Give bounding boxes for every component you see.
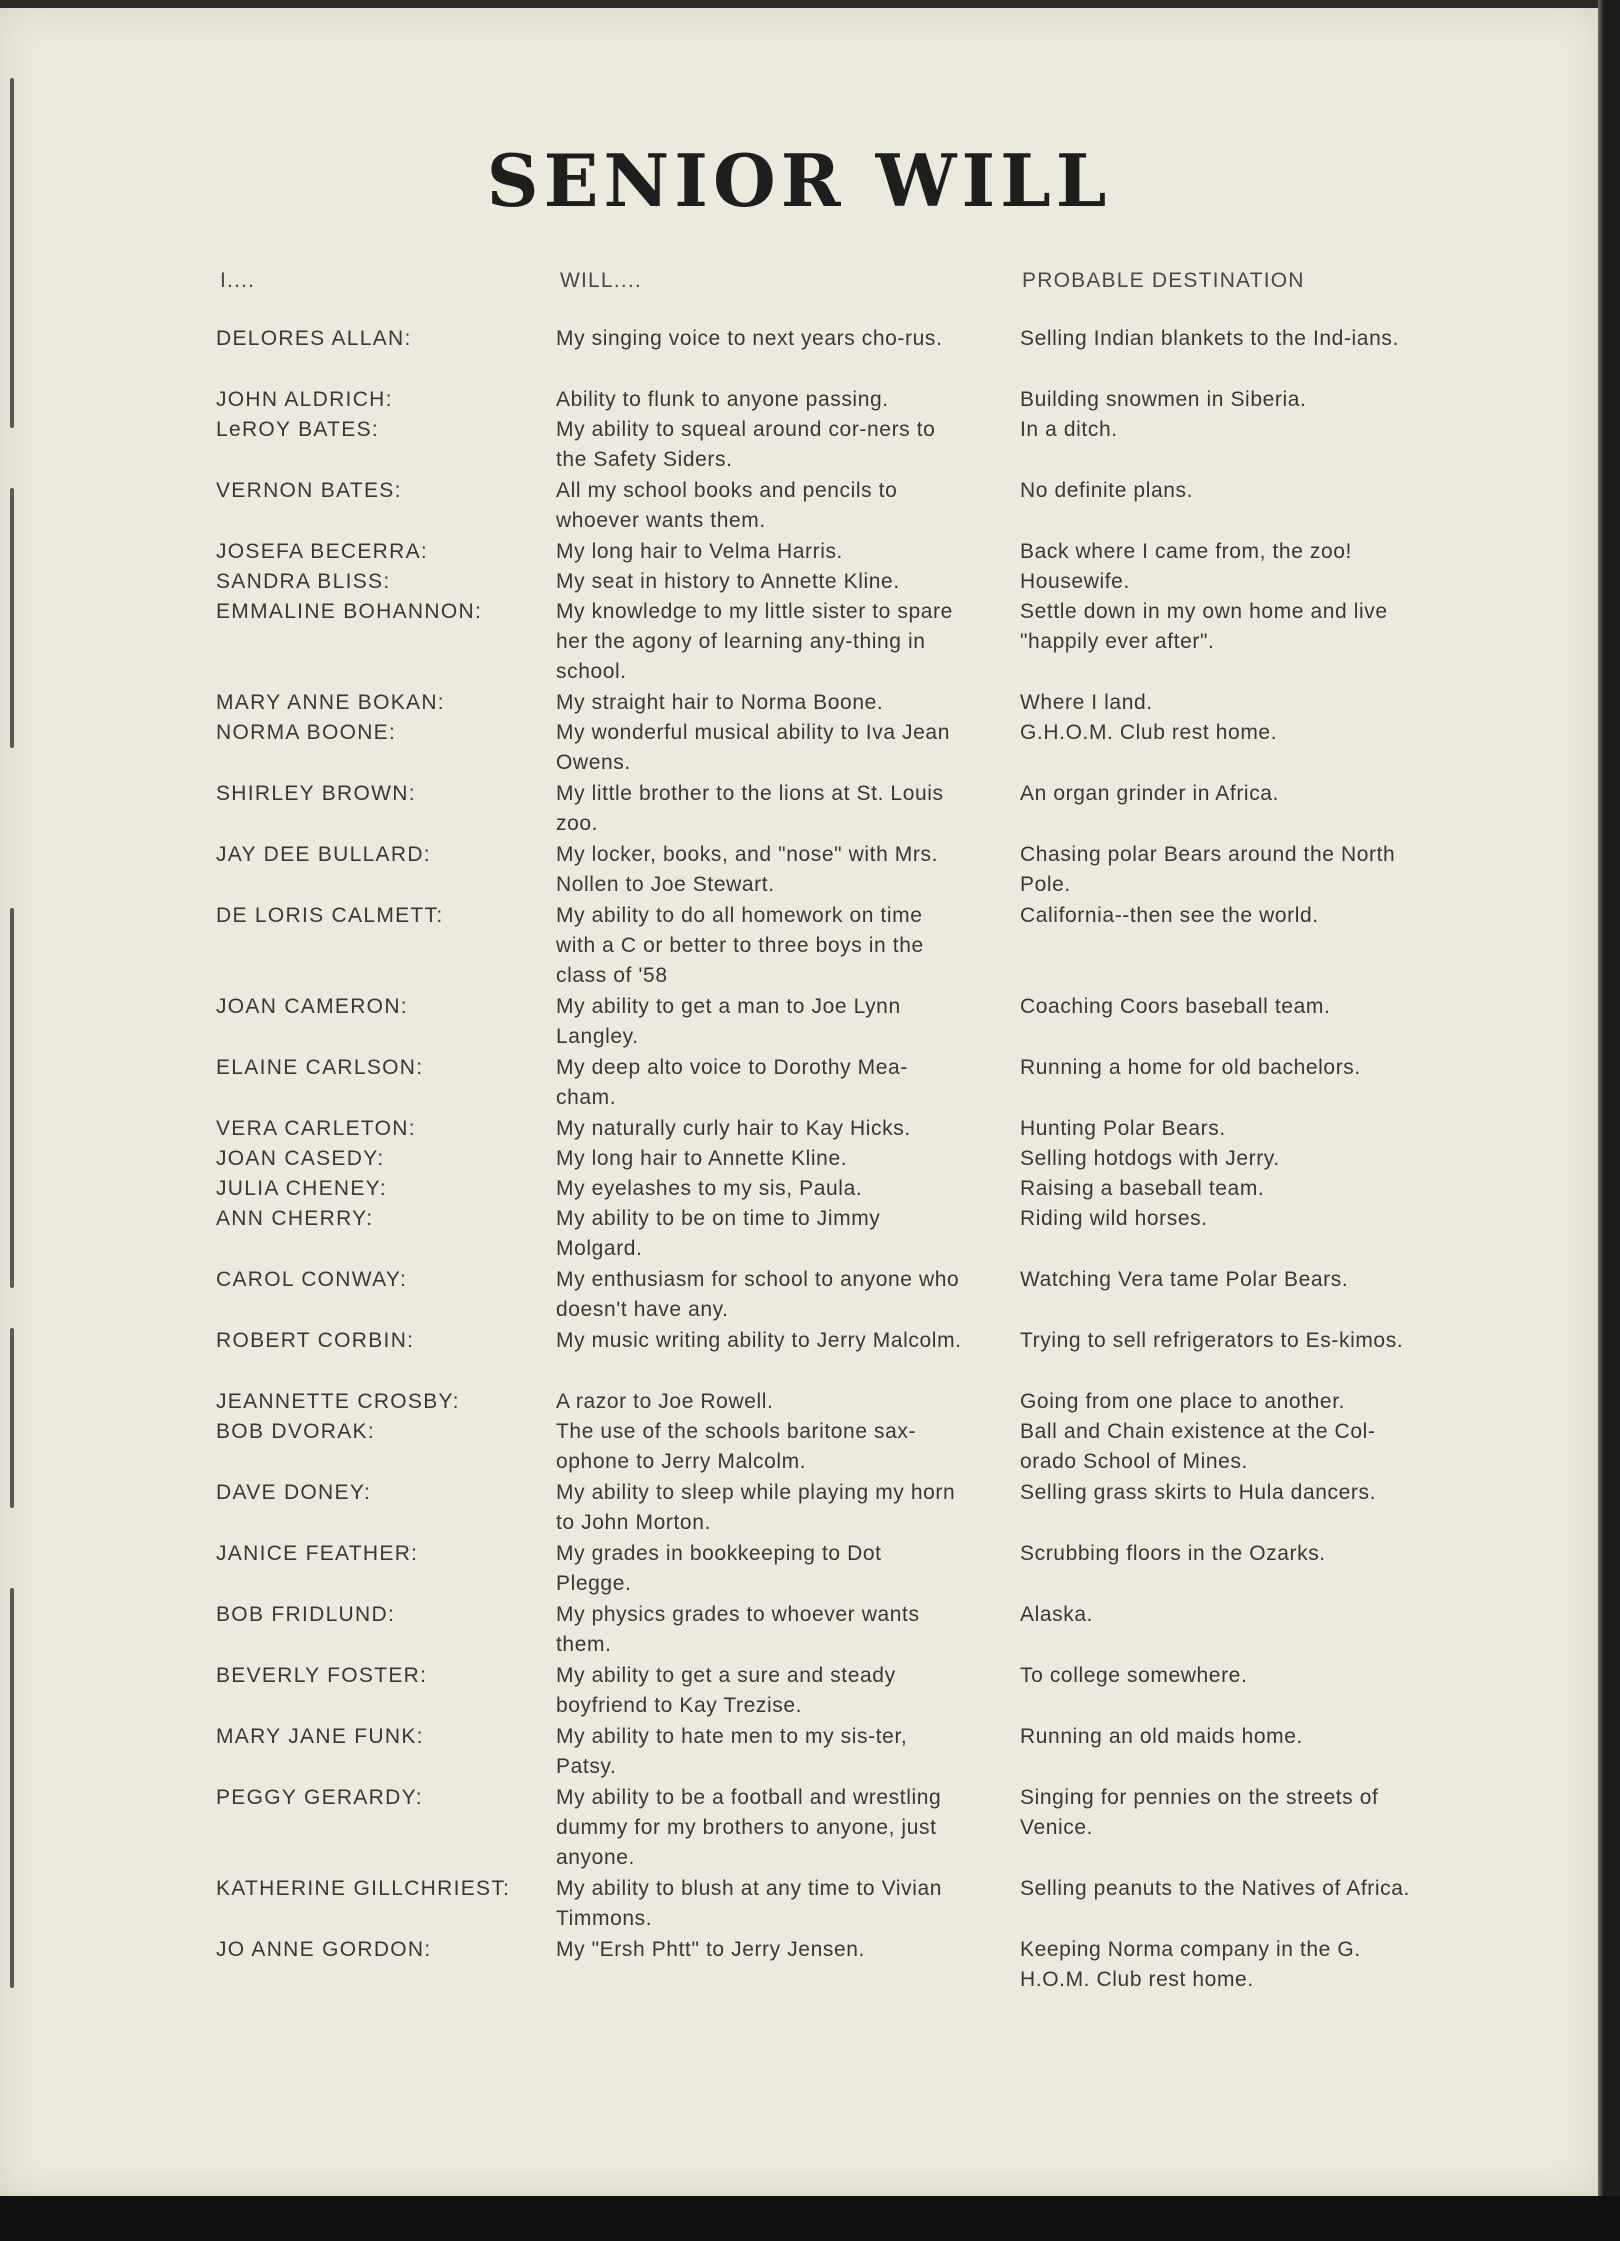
will-text: My ability to be a football and wrestling dummy for my brothers to anyone, just anyone. <box>556 1786 942 1869</box>
student-name: SANDRA BLISS: <box>216 570 391 593</box>
student-name: LeROY BATES: <box>216 418 380 441</box>
will-entry <box>0 779 1598 840</box>
yearbook-page <box>0 8 1598 2196</box>
will-text: My ability to get a man to Joe Lynn Langley. <box>556 995 901 1048</box>
student-name: JAY DEE BULLARD: <box>216 843 431 866</box>
will-text: My ability to do all homework on time with a C or better to three boys in the class of '58 <box>556 904 924 987</box>
destination-text: In a ditch. <box>1020 418 1118 441</box>
will-text: My seat in history to Annette Kline. <box>556 570 900 593</box>
student-name: MARY ANNE BOKAN: <box>216 691 445 714</box>
student-name: KATHERINE GILLCHRIEST: <box>216 1877 511 1900</box>
will-text: My naturally curly hair to Kay Hicks. <box>556 1117 911 1140</box>
will-entry <box>0 688 1598 718</box>
student-name: BOB DVORAK: <box>216 1420 376 1443</box>
will-text: My ability to get a sure and steady boyfriend to Kay Trezise. <box>556 1664 896 1717</box>
student-name: CAROL CONWAY: <box>216 1268 408 1291</box>
destination-text: Where I land. <box>1020 691 1153 714</box>
will-entry <box>0 597 1598 688</box>
destination-text: To college somewhere. <box>1020 1664 1248 1687</box>
will-text: My ability to be on time to Jimmy Molgard. <box>556 1207 881 1260</box>
student-name: JANICE FEATHER: <box>216 1542 419 1565</box>
will-text: My long hair to Annette Kline. <box>556 1147 848 1170</box>
header-will: WILL.... <box>560 269 642 292</box>
will-text: My knowledge to my little sister to spare her the agony of learning any-thing in school. <box>556 600 953 683</box>
student-name: VERNON BATES: <box>216 479 402 502</box>
will-text: My "Ersh Phtt" to Jerry Jensen. <box>556 1938 865 1961</box>
student-name: NORMA BOONE: <box>216 721 397 744</box>
will-entry <box>0 1783 1598 1874</box>
will-entry <box>0 324 1598 385</box>
destination-text: Running an old maids home. <box>1020 1725 1303 1748</box>
header-destination: PROBABLE DESTINATION <box>1022 269 1305 292</box>
student-name: ROBERT CORBIN: <box>216 1329 415 1352</box>
will-text: My eyelashes to my sis, Paula. <box>556 1177 863 1200</box>
destination-text: No definite plans. <box>1020 479 1194 502</box>
destination-text: Back where I came from, the zoo! <box>1020 540 1352 563</box>
destination-text: Selling grass skirts to Hula dancers. <box>1020 1481 1377 1504</box>
student-name: BEVERLY FOSTER: <box>216 1664 428 1687</box>
will-text: My ability to squeal around cor-ners to the Safety Siders. <box>556 418 936 471</box>
will-entries <box>0 324 1598 1996</box>
destination-text: Coaching Coors baseball team. <box>1020 995 1331 1018</box>
student-name: BOB FRIDLUND: <box>216 1603 396 1626</box>
student-name: DAVE DONEY: <box>216 1481 372 1504</box>
student-name: EMMALINE BOHANNON: <box>216 600 483 623</box>
destination-text: An organ grinder in Africa. <box>1020 782 1280 805</box>
student-name: ELAINE CARLSON: <box>216 1056 424 1079</box>
destination-text: Scrubbing floors in the Ozarks. <box>1020 1542 1326 1565</box>
will-entry <box>0 840 1598 901</box>
destination-text: Building snowmen in Siberia. <box>1020 388 1307 411</box>
will-entry <box>0 1417 1598 1478</box>
student-name: DELORES ALLAN: <box>216 327 412 350</box>
will-entry <box>0 1935 1598 1996</box>
destination-text: Settle down in my own home and live "happily ever after". <box>1020 600 1388 653</box>
will-entry <box>0 1600 1598 1661</box>
will-entry <box>0 1204 1598 1265</box>
will-text: My music writing ability to Jerry Malcolm. <box>556 1329 962 1352</box>
will-text: My grades in bookkeeping to Dot Plegge. <box>556 1542 882 1595</box>
student-name: VERA CARLETON: <box>216 1117 416 1140</box>
will-entry <box>0 567 1598 597</box>
destination-text: Selling Indian blankets to the Ind-ians. <box>1020 327 1399 350</box>
will-text: My little brother to the lions at St. Louis zoo. <box>556 782 944 835</box>
will-entry <box>0 1053 1598 1114</box>
student-name: DE LORIS CALMETT: <box>216 904 444 927</box>
destination-text: Chasing polar Bears around the North Pole. <box>1020 843 1396 896</box>
student-name: ANN CHERRY: <box>216 1207 374 1230</box>
will-text: My ability to blush at any time to Vivian Timmons. <box>556 1877 943 1930</box>
will-entry <box>0 385 1598 415</box>
will-text: My enthusiasm for school to anyone who doesn't have any. <box>556 1268 960 1321</box>
destination-text: G.H.O.M. Club rest home. <box>1020 721 1278 744</box>
will-text: The use of the schools baritone sax-ophone to Jerry Malcolm. <box>556 1420 917 1473</box>
destination-text: California--then see the world. <box>1020 904 1319 927</box>
student-name: JOAN CAMERON: <box>216 995 408 1018</box>
student-name: MARY JANE FUNK: <box>216 1725 424 1748</box>
will-text: My wonderful musical ability to Iva Jean Owens. <box>556 721 950 774</box>
will-text: My long hair to Velma Harris. <box>556 540 843 563</box>
destination-text: Hunting Polar Bears. <box>1020 1117 1226 1140</box>
will-text: My ability to sleep while playing my horn to John Morton. <box>556 1481 956 1534</box>
destination-text: Selling peanuts to the Natives of Africa. <box>1020 1877 1410 1900</box>
destination-text: Raising a baseball team. <box>1020 1177 1265 1200</box>
will-entry <box>0 1174 1598 1204</box>
destination-text: Singing for pennies on the streets of Venice. <box>1020 1786 1379 1839</box>
will-entry <box>0 1265 1598 1326</box>
destination-text: Going from one place to another. <box>1020 1390 1346 1413</box>
student-name: JOAN CASEDY: <box>216 1147 385 1170</box>
will-entry <box>0 718 1598 779</box>
will-entry <box>0 1722 1598 1783</box>
destination-text: Alaska. <box>1020 1603 1094 1626</box>
page-title: SENIOR WILL <box>486 138 1112 223</box>
student-name: JULIA CHENEY: <box>216 1177 387 1200</box>
student-name: SHIRLEY BROWN: <box>216 782 416 805</box>
page-bottom-edge <box>0 2196 1620 2241</box>
will-text: My straight hair to Norma Boone. <box>556 691 884 714</box>
destination-text: Running a home for old bachelors. <box>1020 1056 1361 1079</box>
will-text: My deep alto voice to Dorothy Mea-cham. <box>556 1056 908 1109</box>
destination-text: Housewife. <box>1020 570 1130 593</box>
will-entry <box>0 537 1598 567</box>
page-right-edge <box>1598 0 1620 2241</box>
will-text: My singing voice to next years cho-rus. <box>556 327 943 350</box>
destination-text: Keeping Norma company in the G. H.O.M. Club rest home. <box>1020 1938 1361 1991</box>
header-i: I.... <box>220 269 256 292</box>
will-entry <box>0 1478 1598 1539</box>
destination-text: Watching Vera tame Polar Bears. <box>1020 1268 1349 1291</box>
student-name: JOHN ALDRICH: <box>216 388 393 411</box>
will-text: All my school books and pencils to whoever wants them. <box>556 479 898 532</box>
student-name: JO ANNE GORDON: <box>216 1938 432 1961</box>
student-name: JOSEFA BECERRA: <box>216 540 429 563</box>
will-text: My locker, books, and "nose" with Mrs. Nollen to Joe Stewart. <box>556 843 939 896</box>
will-entry <box>0 1874 1598 1935</box>
destination-text: Trying to sell refrigerators to Es-kimos. <box>1020 1329 1404 1352</box>
will-text: My ability to hate men to my sis-ter, Patsy. <box>556 1725 908 1778</box>
will-entry <box>0 1326 1598 1387</box>
will-entry <box>0 476 1598 537</box>
will-entry <box>0 1144 1598 1174</box>
will-entry <box>0 1114 1598 1144</box>
will-text: Ability to flunk to anyone passing. <box>556 388 889 411</box>
destination-text: Selling hotdogs with Jerry. <box>1020 1147 1280 1170</box>
student-name: PEGGY GERARDY: <box>216 1786 423 1809</box>
will-entry <box>0 901 1598 992</box>
will-entry <box>0 1387 1598 1417</box>
will-entry <box>0 1539 1598 1600</box>
will-entry <box>0 415 1598 476</box>
student-name: JEANNETTE CROSBY: <box>216 1390 460 1413</box>
will-entry <box>0 992 1598 1053</box>
destination-text: Riding wild horses. <box>1020 1207 1208 1230</box>
will-entry <box>0 1661 1598 1722</box>
destination-text: Ball and Chain existence at the Col-orado School of Mines. <box>1020 1420 1376 1473</box>
will-text: My physics grades to whoever wants them. <box>556 1603 920 1656</box>
will-text: A razor to Joe Rowell. <box>556 1390 774 1413</box>
